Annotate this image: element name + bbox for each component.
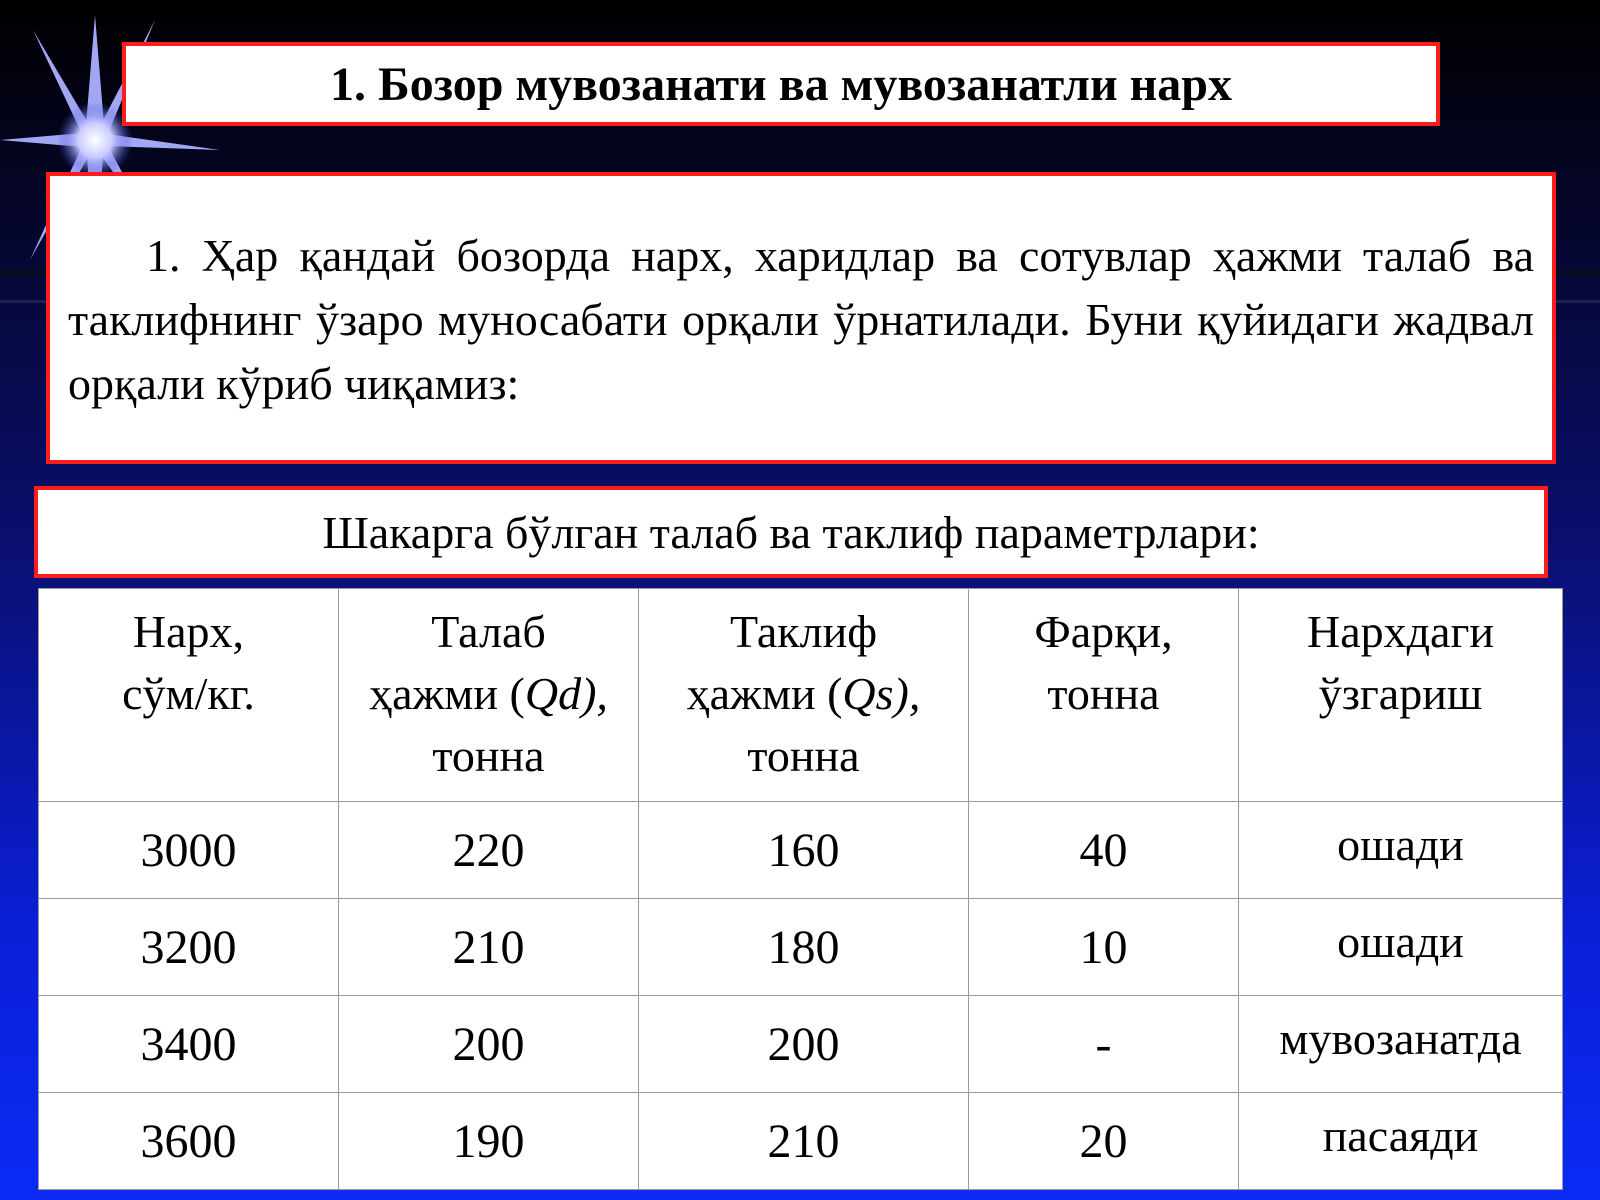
header-price: Нарх, сўм/кг. — [39, 589, 339, 802]
cell-difference: 10 — [969, 899, 1239, 996]
cell-supply: 210 — [639, 1093, 969, 1190]
header-difference: Фарқи, тонна — [969, 589, 1239, 802]
cell-price: 3000 — [39, 802, 339, 899]
cell-price: 3400 — [39, 996, 339, 1093]
slide-title: 1. Бозор мувозанати ва мувозанатли нарх — [330, 57, 1232, 111]
table-row — [39, 899, 1563, 996]
cell-price: 3600 — [39, 1093, 339, 1190]
cell-difference: - — [969, 996, 1239, 1093]
header-demand: Талаб ҳажми (Qd), тонна — [339, 589, 639, 802]
cell-supply: 200 — [639, 996, 969, 1093]
cell-price-change: ошади — [1239, 802, 1563, 899]
table-caption: Шакарга бўлган талаб ва таклиф параметрлари: — [322, 506, 1260, 558]
table-row — [39, 1093, 1563, 1190]
paragraph-box — [46, 172, 1556, 464]
cell-demand: 190 — [339, 1093, 639, 1190]
cell-demand: 200 — [339, 996, 639, 1093]
title-box — [122, 42, 1440, 126]
table-row — [39, 802, 1563, 899]
table-header-row — [39, 589, 1563, 802]
table-row — [39, 996, 1563, 1093]
cell-price-change: мувозанатда — [1239, 996, 1563, 1093]
cell-difference: 20 — [969, 1093, 1239, 1190]
cell-demand: 220 — [339, 802, 639, 899]
cell-supply: 160 — [639, 802, 969, 899]
cell-demand: 210 — [339, 899, 639, 996]
cell-price: 3200 — [39, 899, 339, 996]
cell-price-change: пасаяди — [1239, 1093, 1563, 1190]
header-price-change: Нархдаги ўзгариш — [1239, 589, 1563, 802]
supply-demand-table — [38, 588, 1563, 1190]
intro-paragraph: 1. Ҳар қандай бозорда нарх, харидлар ва сотувлар ҳажми талаб ва таклифнинг ўзаро муносабати орқали ўрнатилади. Буни қуйидаги жадвал орқали кўриб чиқамиз: — [68, 230, 1534, 409]
cell-supply: 180 — [639, 899, 969, 996]
header-supply: Таклиф ҳажми (Qs), тонна — [639, 589, 969, 802]
cell-price-change: ошади — [1239, 899, 1563, 996]
cell-difference: 40 — [969, 802, 1239, 899]
table-caption-box — [34, 486, 1548, 578]
